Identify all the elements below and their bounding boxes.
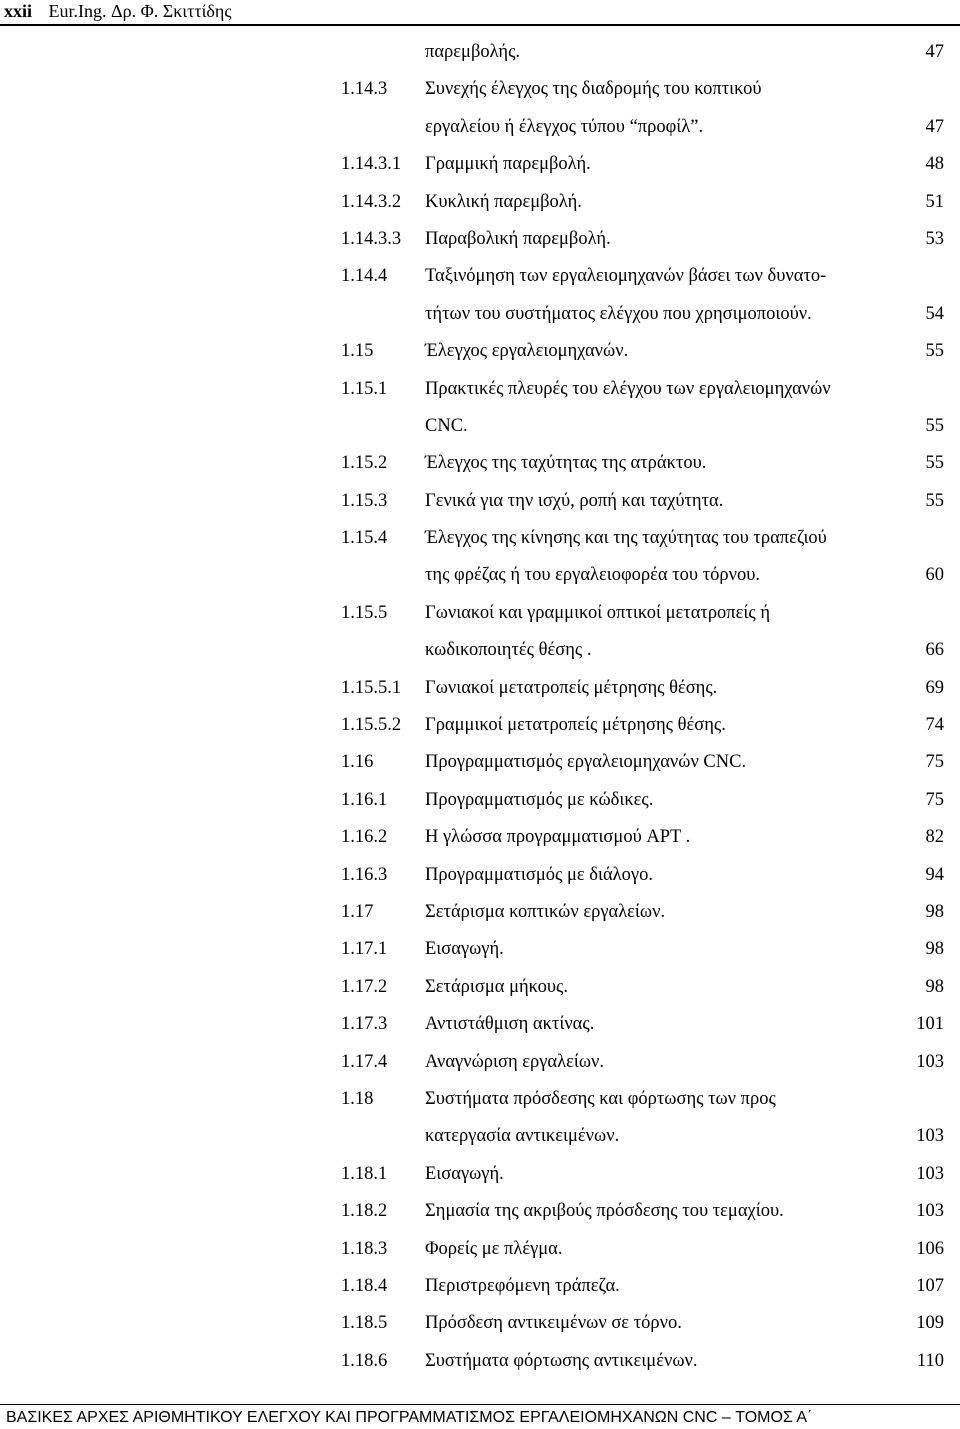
toc-entry-title: παρεμβολής. (425, 42, 521, 62)
toc-entry-title: Σημασία της ακριβούς πρόσδεσης του τεμαχίου. (425, 1201, 784, 1222)
toc-entry (0, 782, 960, 819)
toc-entry-page: 48 (925, 154, 944, 175)
toc-entry (0, 1305, 960, 1342)
toc-entry-number: 1.14.3.2 (341, 191, 402, 212)
toc-entry-title: Γωνιακοί και γραμμικοί οπτικοί μετατροπείς ή (425, 602, 771, 623)
toc-entry-page: 75 (925, 789, 944, 810)
toc-entry-title: Συνεχής έλεγχος της διαδρομής του κοπτικού (425, 79, 762, 100)
toc-entry-title: κατεργασία αντικειμένων. (425, 1126, 620, 1147)
running-footer: ΒΑΣΙΚΕΣ ΑΡΧΕΣ ΑΡΙΘΜΗΤΙΚΟΥ ΕΛΕΓΧΟΥ ΚΑΙ ΠΡΟΓΡΑΜΜΑΤΙΣΜΟΣ ΕΡΓΑΛΕΙΟΜΗΧΑΝΩΝ CNC – ΤΟΜΟΣ Α΄ (6, 1409, 813, 1426)
header-divider (0, 24, 960, 26)
toc-entry (0, 670, 960, 707)
toc-entry-title: Γραμμικοί μετατροπείς μέτρησης θέσης. (425, 715, 726, 736)
toc-entry (0, 632, 960, 669)
toc-entry-number: 1.17 (341, 901, 374, 922)
toc-entry-number: 1.18.1 (341, 1163, 388, 1184)
toc-entry (0, 371, 960, 408)
toc-entry-title: Παραβολική παρεμβολή. (425, 228, 611, 249)
toc-entry-title: Σετάρισμα κοπτικών εργαλείων. (425, 901, 666, 922)
toc-entry-number: 1.18.6 (341, 1350, 388, 1371)
toc-entry (0, 1231, 960, 1268)
toc-entry-number: 1.15.1 (341, 378, 388, 399)
toc-entry-title: κωδικοποιητές θέσης . (425, 640, 592, 661)
toc-entry (0, 445, 960, 482)
toc-entry-page: 53 (925, 228, 944, 249)
footer-divider (0, 1404, 960, 1405)
toc-entry-number: 1.15.4 (341, 528, 388, 549)
toc-entry (0, 258, 960, 295)
toc-entry-number: 1.18.3 (341, 1238, 388, 1259)
toc-entry-title: Περιστρεφόμενη τράπεζα. (425, 1275, 620, 1296)
toc-entry-page: 47 (925, 116, 944, 137)
toc-entry (0, 744, 960, 781)
toc-entry (0, 969, 960, 1006)
toc-entry-number: 1.15.5.2 (341, 715, 402, 736)
toc-entry-title: Γωνιακοί μετατροπείς μέτρησης θέσης. (425, 677, 718, 698)
toc-entry-title: Αντιστάθμιση ακτίνας. (425, 1014, 595, 1035)
toc-entry-number: 1.17.2 (341, 976, 388, 997)
toc-entry (0, 1343, 960, 1380)
toc-entry (0, 71, 960, 108)
toc-entry (0, 931, 960, 968)
toc-entry-page: 110 (916, 1350, 944, 1371)
toc-entry (0, 109, 960, 146)
toc-entry (0, 333, 960, 370)
toc-entry-number: 1.14.4 (341, 266, 388, 287)
toc-entry-number: 1.14.3.1 (341, 154, 402, 175)
toc-entry-page: 103 (916, 1201, 944, 1222)
toc-entry-title: Κυκλική παρεμβολή. (425, 191, 582, 212)
toc-entry-page: 69 (925, 677, 944, 698)
toc-entry-title: Εισαγωγή. (425, 1163, 504, 1184)
toc-entry-title: Έλεγχος της κίνησης και της ταχύτητας του τραπεζιού (425, 528, 827, 549)
toc-entry-number: 1.17.1 (341, 939, 388, 960)
toc-entry-title: CNC. (425, 415, 468, 436)
toc-entry-number: 1.14.3 (341, 79, 388, 100)
toc-entry (0, 408, 960, 445)
toc-entry-number: 1.16 (341, 752, 374, 773)
toc-entry-number: 1.14.3.3 (341, 228, 402, 249)
toc-entry-page: 55 (925, 415, 944, 436)
toc-entry-page: 66 (925, 640, 944, 661)
toc-entry-title: Συστήματα φόρτωσης αντικειμένων. (425, 1350, 698, 1371)
toc-entry-page: 101 (916, 1014, 944, 1035)
toc-entry (0, 296, 960, 333)
toc-entry (0, 1193, 960, 1230)
toc-entry-page: 94 (925, 864, 944, 885)
toc-entry-page: 55 (925, 453, 944, 474)
toc-entry-page: 75 (925, 752, 944, 773)
toc-entry-title: εργαλείου ή έλεγχος τύπου “προφίλ”. (425, 116, 704, 137)
toc-entry-number: 1.15.5.1 (341, 677, 402, 698)
toc-entry-page: 55 (925, 341, 944, 362)
toc-entry-title: Προγραμματισμός εργαλειομηχανών CNC. (425, 752, 747, 773)
toc-entry-page: 74 (925, 715, 944, 736)
toc-entry (0, 1081, 960, 1118)
toc-entry-title: Γραμμική παρεμβολή. (425, 154, 591, 175)
toc-entry-number: 1.15.2 (341, 453, 388, 474)
toc-entry (0, 1044, 960, 1081)
toc-entry (0, 707, 960, 744)
toc-entry-page: 54 (925, 303, 944, 324)
toc-entry-page: 60 (925, 565, 944, 586)
toc-entry-title: Ταξινόμηση των εργαλειομηχανών βάσει των δυνατο- (425, 266, 827, 287)
toc-entry-title: τήτων του συστήματος ελέγχου που χρησιμοποιούν. (425, 303, 812, 324)
toc-entry-title: Πρακτικές πλευρές του ελέγχου των εργαλειομηχανών (425, 378, 831, 399)
toc-entry-page: 55 (925, 490, 944, 511)
toc-entry-number: 1.15 (341, 341, 374, 362)
toc-entry (0, 34, 960, 71)
toc-entry-page: 47 (925, 42, 944, 62)
author-name: Eur.Ing. Δρ. Φ. Σκιττίδης (48, 1, 232, 21)
toc-entry (0, 819, 960, 856)
toc-entry (0, 1118, 960, 1155)
toc-entry-title: Σετάρισμα μήκους. (425, 976, 568, 997)
toc-entry-number: 1.15.5 (341, 602, 388, 623)
toc-entry (0, 483, 960, 520)
toc-entry (0, 184, 960, 221)
toc-entry-number: 1.15.3 (341, 490, 388, 511)
toc-entry-page: 103 (916, 1163, 944, 1184)
toc-entry-number: 1.17.4 (341, 1051, 388, 1072)
table-of-contents (0, 34, 960, 1380)
toc-entry-title: Έλεγχος της ταχύτητας της ατράκτου. (425, 453, 707, 474)
toc-entry (0, 146, 960, 183)
toc-entry-title: Φορείς με πλέγμα. (425, 1238, 563, 1259)
toc-entry-title: Προγραμματισμός με κώδικες. (425, 789, 654, 810)
toc-entry (0, 1156, 960, 1193)
toc-entry (0, 595, 960, 632)
toc-entry (0, 557, 960, 594)
toc-entry-title: Συστήματα πρόσδεσης και φόρτωσης των προς (425, 1088, 776, 1109)
toc-entry (0, 857, 960, 894)
toc-entry-title: Αναγνώριση εργαλείων. (425, 1051, 604, 1072)
toc-entry-title: Εισαγωγή. (425, 939, 504, 960)
toc-entry-page: 82 (925, 827, 944, 848)
toc-entry-number: 1.18.5 (341, 1313, 388, 1334)
toc-entry-page: 51 (925, 191, 944, 212)
toc-entry (0, 520, 960, 557)
toc-entry (0, 221, 960, 258)
toc-entry-title: Η γλώσσα προγραμματισμού APT . (425, 827, 691, 848)
toc-entry-page: 103 (916, 1051, 944, 1072)
toc-entry-number: 1.16.1 (341, 789, 388, 810)
toc-entry (0, 1006, 960, 1043)
toc-entry-number: 1.18.2 (341, 1201, 388, 1222)
toc-entry-page: 98 (925, 939, 944, 960)
toc-entry-page: 106 (916, 1238, 944, 1259)
running-header (4, 0, 231, 22)
toc-entry-number: 1.16.3 (341, 864, 388, 885)
toc-entry-page: 107 (916, 1275, 944, 1296)
toc-entry-page: 109 (916, 1313, 944, 1334)
toc-entry-title: Έλεγχος εργαλειομηχανών. (425, 341, 629, 362)
toc-entry (0, 894, 960, 931)
toc-entry-number: 1.18.4 (341, 1275, 388, 1296)
toc-entry-number: 1.16.2 (341, 827, 388, 848)
toc-entry-page: 103 (916, 1126, 944, 1147)
toc-entry (0, 1268, 960, 1305)
toc-entry-page: 98 (925, 901, 944, 922)
page-number: xxii (4, 1, 33, 21)
toc-entry-title: της φρέζας ή του εργαλειοφορέα του τόρνου. (425, 565, 761, 586)
toc-entry-number: 1.18 (341, 1088, 374, 1109)
toc-entry-number: 1.17.3 (341, 1014, 388, 1035)
toc-entry-title: Προγραμματισμός με διάλογο. (425, 864, 653, 885)
toc-entry-title: Γενικά για την ισχύ, ροπή και ταχύτητα. (425, 490, 724, 511)
toc-entry-title: Πρόσδεση αντικειμένων σε τόρνο. (425, 1313, 682, 1334)
toc-entry-page: 98 (925, 976, 944, 997)
